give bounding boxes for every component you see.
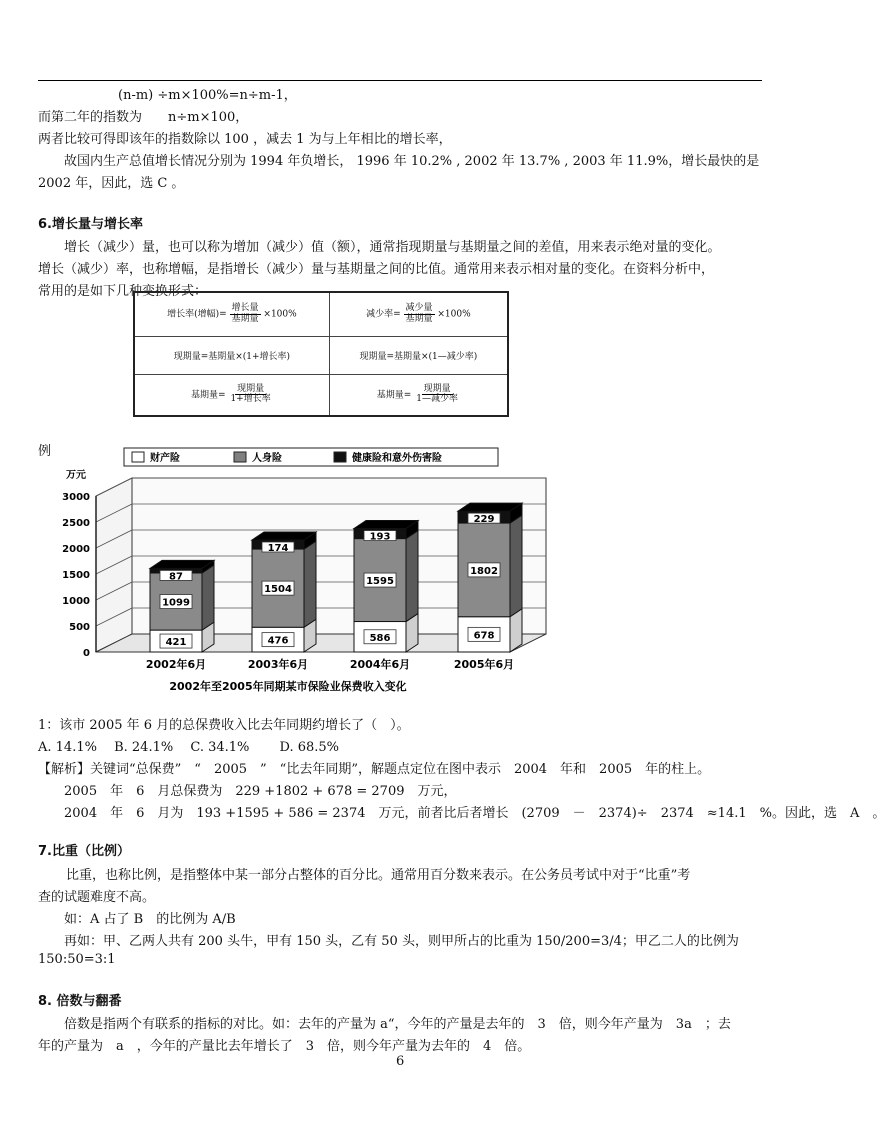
value-label: 1099 (162, 597, 190, 609)
x-tick-label: 2004年6月 (349, 658, 411, 671)
value-label: 586 (369, 632, 391, 644)
paragraph-line: 2002 年，因此，选 C 。 (38, 176, 185, 191)
paragraph-line: 比重，也称比例，是指整体中某一部分占整体的百分比。通常用百分数来表示。在公务员考试中对于“比重”考 (66, 868, 691, 883)
y-tick-label: 2000 (62, 544, 90, 555)
bar-side (406, 531, 418, 622)
paragraph-line: 150:50=3:1 (38, 952, 116, 967)
value-label: 1802 (470, 565, 498, 577)
formula-table (133, 291, 509, 417)
formula-base-decrease: 基期量= $\frac{\text{现期量}}{\text{1—减少率}}$ (329, 374, 508, 416)
y-tick-label: 500 (69, 622, 90, 633)
example-label: 例 (38, 444, 52, 459)
analysis-line: 【解析】关键词“总保费” “ 2005 ” “比去年同期”，解题点定位在图中表示 2004 年和 2005 年的柱上。 (38, 762, 711, 777)
y-tick-label: 1000 (62, 596, 90, 607)
formula-current-growth: 现期量=基期量×(1+增长率) (134, 336, 329, 374)
value-label: 193 (369, 531, 391, 543)
bar-side (304, 541, 316, 627)
paragraph-line: 如：A 占了 B 的比例为 A/B (64, 912, 236, 927)
formula-current-decrease: 现期量=基期量×(1—减少率) (329, 336, 508, 374)
value-label: 87 (169, 571, 183, 583)
insurance-chart (38, 446, 558, 698)
formula-base-growth: 基期量= $\frac{\text{现期量}}{\text{1+增长率}}$ (134, 374, 329, 416)
legend-label: 健康险和意外伤害险 (352, 453, 442, 464)
header-rule (38, 80, 762, 81)
value-label: 1504 (264, 584, 292, 596)
analysis-line: 2005 年 6 月总保费为 229 +1802 + 678 = 2709 万元， (64, 784, 457, 799)
bar-top (252, 532, 316, 540)
legend-swatch (234, 452, 246, 462)
y-tick-label: 0 (83, 648, 90, 659)
paragraph-line: 两者比较可得即该年的指数除以 100 ，减去 1 为与上年相比的增长率， (38, 132, 452, 147)
formula-line-2: 而第二年的指数为 n÷m×100， (38, 110, 249, 125)
legend-label: 财产险 (150, 453, 180, 464)
paragraph-line: 常用的是如下几种变换形式： (38, 284, 208, 299)
paragraph-line: 倍数是指两个有联系的指标的对比。如：去年的产量为 a“，今年的产量是去年的 3 倍，则今年产量为 3a ；去 (64, 1017, 731, 1032)
section-7-title: 7.比重（比例） (38, 844, 130, 859)
y-tick-label: 3000 (62, 492, 90, 503)
bar-side (202, 565, 214, 630)
paragraph-line: 故国内生产总值增长情况分别为 1994 年负增长， 1996 年 10.2% , 2002 年 13.7% , 2003 年 11.9%，增长最快的是 (64, 154, 760, 169)
bar-top (150, 560, 214, 568)
question-options: A. 14.1% B. 24.1% C. 34.1% D. 68.5% (38, 740, 340, 755)
value-label: 1595 (366, 576, 394, 588)
paragraph-line: 再如：甲、乙两人共有 200 头牛，甲有 150 头，乙有 50 头，则甲所占的比重为 150/200=3/4；甲乙二人的比例为 (64, 934, 739, 949)
legend-label: 人身险 (252, 453, 282, 464)
bar-side (510, 515, 522, 617)
bar-top (458, 503, 522, 511)
value-label: 229 (473, 514, 495, 526)
y-tick-label: 1500 (62, 570, 90, 581)
paragraph-line: 查的试题难度不高。 (38, 890, 156, 905)
legend-swatch (334, 452, 346, 462)
chart-title: 2002年至2005年同期某市保险业保费收入变化 (169, 680, 407, 693)
value-label: 678 (473, 630, 495, 642)
formula-decrease-rate: 减少率= $\frac{\text{减少量}}{\text{基期量}}$ ×100% (329, 292, 508, 336)
paragraph-line: 增长（减少）率，也称增幅，是指增长（减少）量与基期量之间的比值。通常用来表示相对量的变化。在资料分析中， (38, 262, 715, 277)
paragraph-line: 增长（减少）量，也可以称为增加（减少）值（额），通常指现期量与基期量之间的差值，用来表示绝对量的变化。 (64, 240, 721, 255)
paragraph-line: 年的产量为 a ，今年的产量比去年增长了 3 倍，则今年产量为去年的 4 倍。 (38, 1039, 531, 1054)
analysis-line: 2004 年 6 月为 193 +1595 + 586 = 2374 万元，前者比后者增长 (2709 － 2374)÷ 2374 ≈14.1 %。因此，选 A 。 (64, 806, 885, 821)
question-text: 1：该市 2005 年 6 月的总保费收入比去年同期约增长了（ ）。 (38, 718, 410, 733)
formula-line-1: (n-m) ÷m×100%=n÷m-1， (118, 88, 297, 103)
y-tick-label: 2500 (62, 518, 90, 529)
legend-swatch (132, 452, 144, 462)
bar-top (354, 521, 418, 529)
y-axis-unit: 万元 (66, 470, 86, 481)
x-tick-label: 2005年6月 (453, 658, 515, 671)
x-tick-label: 2003年6月 (247, 658, 309, 671)
value-label: 421 (165, 637, 187, 649)
section-8-title: 8. 倍数与翻番 (38, 994, 122, 1009)
x-tick-label: 2002年6月 (145, 658, 207, 671)
value-label: 174 (267, 542, 289, 554)
value-label: 476 (267, 635, 289, 647)
section-6-title: 6.增长量与增长率 (38, 217, 143, 232)
page-number: 6 (396, 1054, 405, 1069)
formula-growth-rate: 增长率(增幅)= $\frac{\text{增长量}}{\text{基期量}}$ ×100% (134, 292, 329, 336)
